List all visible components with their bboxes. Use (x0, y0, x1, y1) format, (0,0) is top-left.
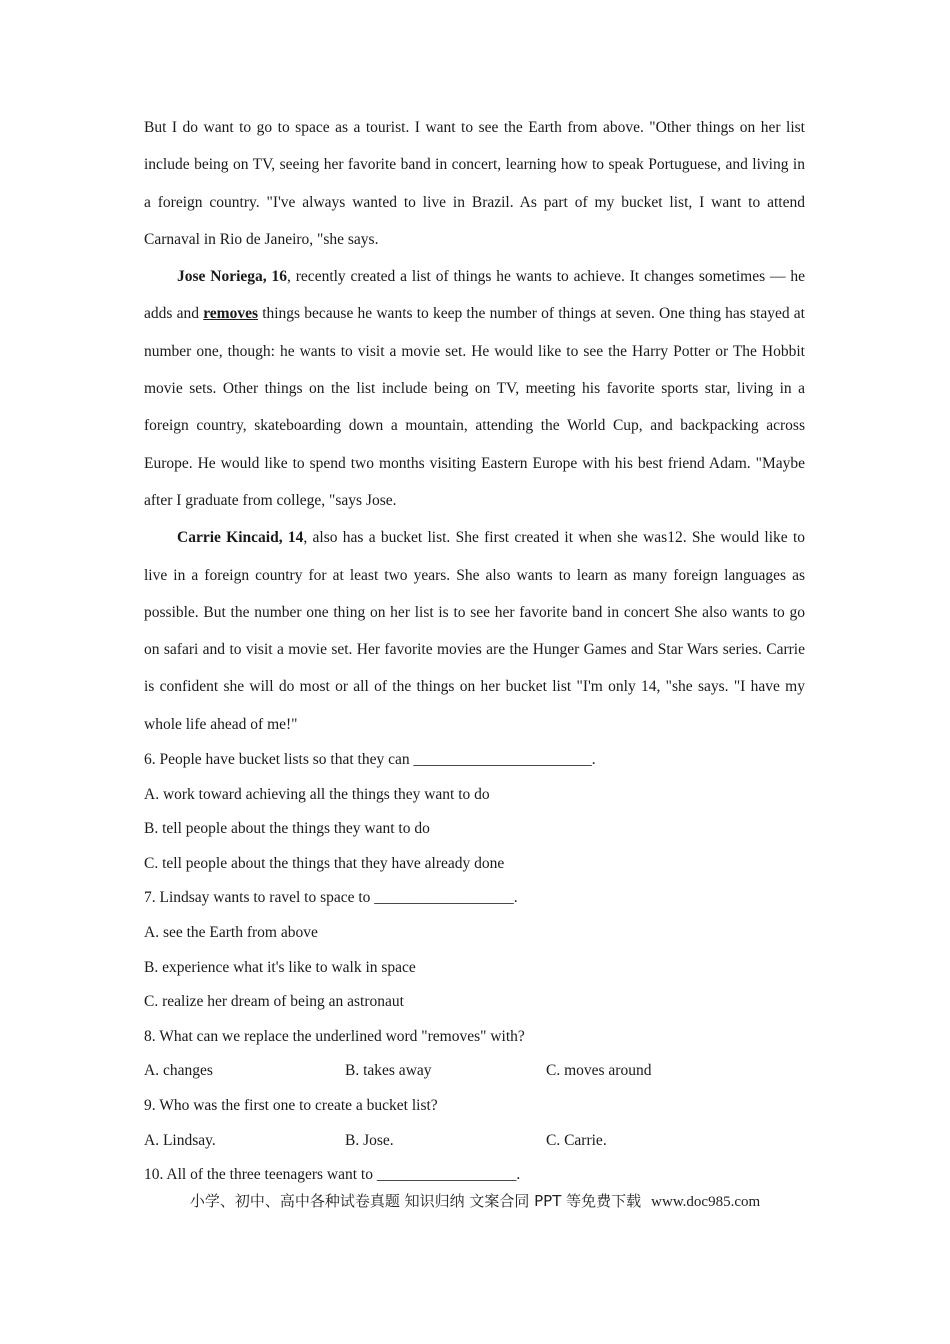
option-a: A. Lindsay. (144, 1131, 216, 1149)
paragraph-jose-text-a: , recently created a list of things he wants to achieve. It changes sometimes — he adds and (144, 268, 806, 323)
option-c: C. Carrie. (546, 1131, 607, 1149)
options-row (144, 1124, 805, 1159)
name-carrie: Carrie Kincaid, 14 (177, 529, 304, 547)
page-footer (0, 1189, 950, 1214)
question-10 (144, 1158, 805, 1193)
option-b: B. Jose. (345, 1131, 394, 1149)
question-stem: 6. People have bucket lists so that they can _______________________. (144, 751, 596, 769)
paragraph-lindsay-continued: But I do want to go to space as a tourist. I want to see the Earth from above. "Other things on her list include being on TV, seeing her favorite band in concert, learning how to speak Portuguese, and living in a foreign country. "I've always wanted to live in Brazil. As part of my bucket list, I want to attend Carnaval in Rio de Janeiro, "she says. (144, 119, 805, 248)
option-b: B. experience what it's like to walk in space (144, 958, 416, 976)
name-jose: Jose Noriega, 16 (177, 268, 288, 286)
paragraph-jose-text-b: things because he wants to keep the number of things at seven. One thing has stayed at number one, though: he wants to visit a movie set. He would like to see the Harry Potter or The Hobbit movie sets. Other things on the list include being on TV, meeting his favorite sports star, living in a foreign country, skateboarding down a mountain, attending the World Cup, and backpacking across Europe. He would like to spend two months visiting Eastern Europe with his best friend Adam. "Maybe after I graduate from college, "says Jose. (144, 305, 805, 509)
option-b: B. takes away (345, 1062, 432, 1080)
paragraph-carrie (144, 519, 805, 743)
question-8 (144, 1020, 805, 1089)
question-stem: 7. Lindsay wants to ravel to space to __________________. (144, 889, 518, 907)
question-stem: 9. Who was the first one to create a bucket list? (144, 1096, 438, 1114)
question-stem: 10. All of the three teenagers want to __________________. (144, 1166, 521, 1184)
paragraph-carrie-text: , also has a bucket list. She first created it when she was12. She would like to live in a foreign country for at least two years. She also wants to learn as many foreign languages as possible. But the number one thing on her list is to see her favorite band in concert She also wants to go on safari and to visit a movie set. Her favorite movies are the Hunger Games and Star Wars series. Carrie is confident she will do most or all of the things on her bucket list "I'm only 14, "she says. "I have my whole life ahead of me!" (144, 529, 805, 733)
underlined-word-removes: removes (203, 305, 258, 323)
footer-url: www.doc985.com (651, 1194, 761, 1210)
question-stem: 8. What can we replace the underlined word "removes" with? (144, 1027, 525, 1045)
option-b: B. tell people about the things they want to do (144, 820, 430, 838)
option-c: C. tell people about the things that they have already done (144, 854, 505, 872)
option-c: C. realize her dream of being an astronaut (144, 993, 404, 1011)
option-a: A. changes (144, 1062, 213, 1080)
question-7 (144, 881, 805, 1019)
option-a: A. work toward achieving all the things they want to do (144, 785, 490, 803)
option-c: C. moves around (546, 1062, 652, 1080)
question-6 (144, 743, 805, 881)
document-body (144, 109, 805, 1193)
option-a: A. see the Earth from above (144, 924, 318, 942)
question-9 (144, 1089, 805, 1158)
paragraph-jose (144, 258, 805, 519)
options-row (144, 1054, 805, 1089)
footer-text: 小学、初中、高中各种试卷真题 知识归纳 文案合同 PPT 等免费下载 (189, 1192, 642, 1210)
